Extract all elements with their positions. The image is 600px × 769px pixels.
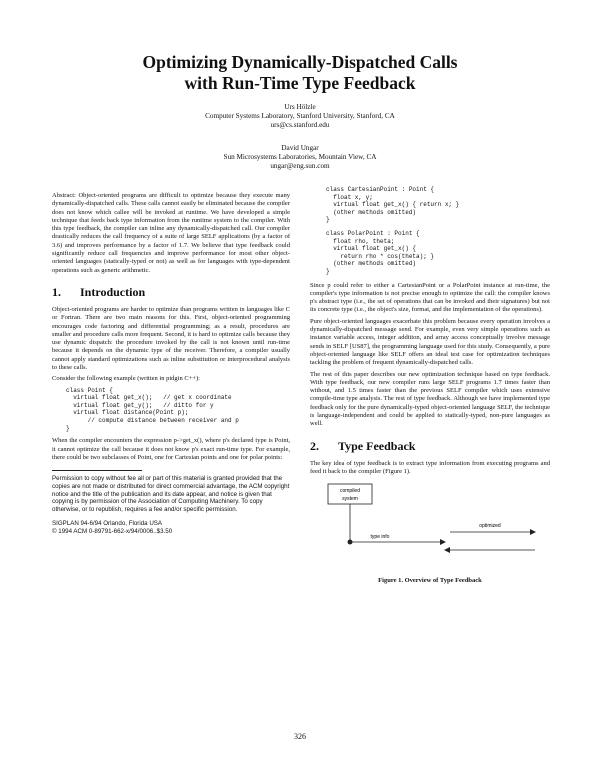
box-label-line-2: system <box>342 496 358 503</box>
arrow-head-icon <box>530 529 536 535</box>
page-number: 326 <box>294 732 306 741</box>
publication-info <box>52 520 290 536</box>
author-affiliation: Sun Microsystems Laboratories, Mountain View, CA <box>223 153 377 161</box>
arrow-head-icon <box>444 547 450 553</box>
title-line-2: with Run-Time Type Feedback <box>184 73 416 93</box>
author-name: David Ungar <box>281 144 319 152</box>
intro-paragraph-1: Object-oriented programs are harder to optimize than programs written in languages like C or Fortran. There are two main reasons for this. First, object-oriented programming encourages code factoring and differential programming; as a result, procedures are smaller and procedure calls more frequent. Second, it is hard to optimize calls because they use dynamic dispatch: the procedure invoked by the call is not known until run-time because it depends on the dynamic type of the receiver. Therefore, a compiler usually cannot apply standard optimizations such as inline substitution or interprocedural analysis to these calls. <box>52 305 290 372</box>
section-number: 1. <box>52 284 61 299</box>
figure-caption: Figure 1. Overview of Type Feedback <box>378 577 482 585</box>
figure-1 <box>310 480 550 585</box>
body-paragraph: Since p could refer to either a CartesianPoint or a PolarPoint instance at run-time, the compiler's type information is not precise enough to optimize the call: the compiler knows p's abstract type (i.e., the set of operations that can be invoked and their signatures) but not its concrete type (i.e., the object's size, format, and the implementation of the operations). <box>310 281 550 314</box>
copyright-line: © 1994 ACM 0-89791-662-x/94/0006..$3.50 <box>52 527 173 535</box>
divider <box>52 470 142 471</box>
author-name: Urs Hölzle <box>284 103 316 111</box>
author-affiliation: Computer Systems Laboratory, Stanford University, Stanford, CA <box>205 112 395 120</box>
paper-title <box>0 52 600 94</box>
code-example-polar: class PolarPoint : Point { float rho, theta; virtual float get_x() { return rho * cos(theta); } (other methods omitted) } <box>326 229 435 275</box>
author-email: ungar@eng.sun.com <box>270 162 330 170</box>
section-number: 2. <box>310 438 319 453</box>
body-paragraph: The key idea of type feedback is to extract type information from executing programs and feed it back to the compiler (Figure 1). <box>310 459 550 475</box>
intro-paragraph-2: Consider the following example (written in pidgin C++): <box>52 375 200 383</box>
section-title: Type Feedback <box>338 438 416 453</box>
author-email: urs@cs.stanford.edu <box>270 121 330 129</box>
arrow-head-icon <box>440 539 446 545</box>
section-title: Introduction <box>80 284 146 299</box>
code-example-cartesian: class CartesianPoint : Point { float x, y; virtual float get_x() { return x; } (other methods omitted) } <box>326 186 460 224</box>
left-column <box>52 192 290 536</box>
box-label-line-1: compiled <box>339 488 361 495</box>
intro-paragraph-3: When the compiler encounters the expression p->get_x(), where p's declared type is Point, it cannot optimize the call because it does not know p's exact run-time type. For example, there could be two subclasses of Point, one for Cartesian points and one for polar points: <box>52 437 290 461</box>
body-paragraph: Pure object-oriented languages exacerbate this problem because every operation involves a dynamically-dispatched message send. For example, even very simple operations such as instance variable access, integer addition, and array access conceptually involve message sends in SELF [US87], the programming language used for this study. Consequently, a pure object-oriented language like SELF offers an ideal test case for optimization techniques tackling the problem of frequent dynamically-dispatched calls. <box>310 317 550 367</box>
optimized-label: optimized <box>479 523 501 530</box>
publication-venue: SIGPLAN 94-6/94 Orlando, Florida USA <box>52 520 163 528</box>
permission-notice <box>52 470 290 536</box>
body-paragraph: The rest of this paper describes our new optimization technique based on type feedback. With type feedback, our new compiler runs large SELF programs 1.7 times faster than without, and 1.5 times faster than the previous SELF compiler which uses extensive compile-time type analysis. The rest of type feedback. Although we have implemented type feedback only for the pure dynamically-typed object-oriented language SELF, the technique is language-independent and could be applied to statically-typed, non-pure languages as well. <box>310 370 550 428</box>
author-block-1 <box>0 103 600 130</box>
abstract: Abstract: Object-oriented programs are difficult to optimize because they execute many dynamically-dispatched calls. These calls cannot easily be eliminated because the compiler does not know which callee will be invoked at runtime. We have developed a simple technique that feeds back type information from the runtime system to the compiler. With this type feedback, the compiler can inline any dynamically-dispatched call. Our compiler drastically reduces the call frequency of a suite of large SELF applications (by a factor of 3.6) and improves performance by a factor of 1.7. We believe that type feedback could significantly reduce call frequencies and improve performance for most other object-oriented languages (statically-typed or not) as well as for languages with type-dependent operations such as generic arithmetic. <box>52 192 290 274</box>
right-column <box>310 186 550 585</box>
permission-text: Permission to copy without fee all or part of this material is granted provided that the copies are not made or distributed for direct commercial advantage, the ACM copyright notice and the title of the publication and its date appear, and notice is given that copying is by permission of the Association of Computing Machinery. To copy otherwise, or to republish, requires a fee and/or specific permission. <box>52 475 290 514</box>
title-line-1: Optimizing Dynamically-Dispatched Calls <box>142 52 458 72</box>
type-feedback-diagram <box>310 480 550 572</box>
code-example-point: class Point { virtual float get_x(); // get x coordinate virtual float get_y(); // ditto for y virtual float distance(Point p); // compute distance between receiver and p } <box>66 386 239 432</box>
type-info-label: type info <box>370 534 390 541</box>
section-heading-type-feedback <box>310 439 550 453</box>
section-heading-introduction <box>52 285 290 299</box>
author-block-2 <box>0 144 600 171</box>
